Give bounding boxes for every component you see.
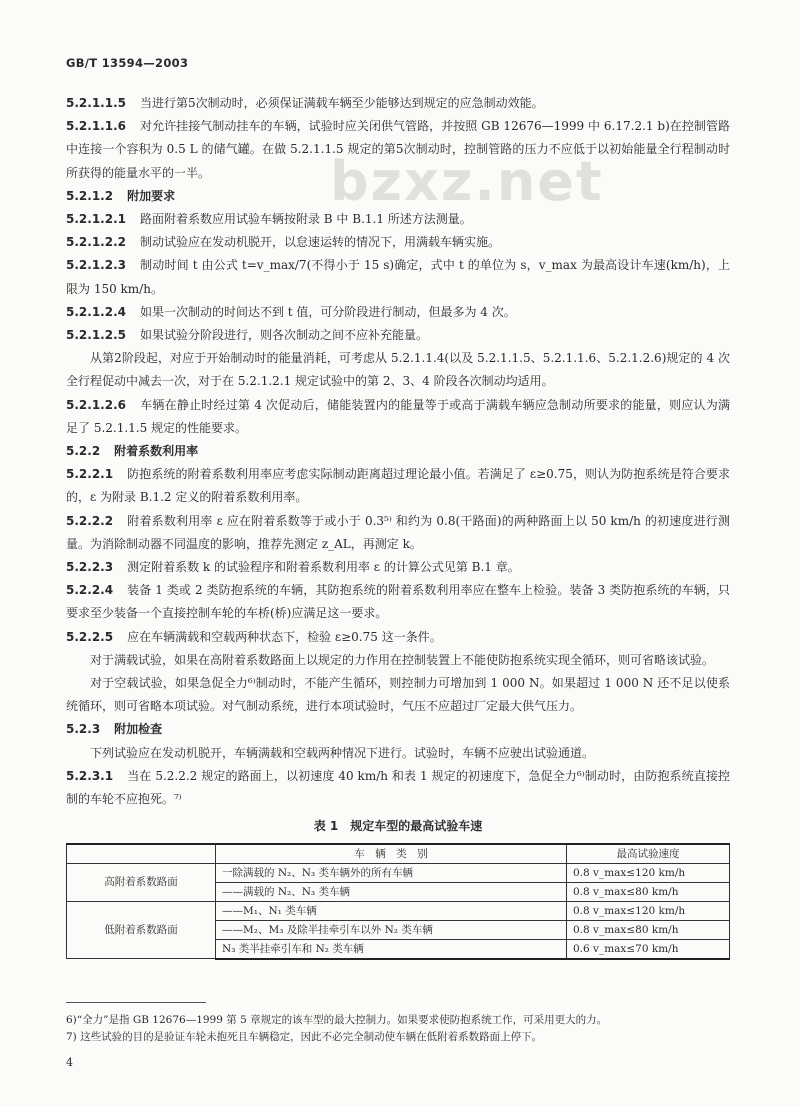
paragraph xyxy=(66,440,730,463)
clause-number: 5.2.1.2 xyxy=(66,188,114,203)
paragraph-text: 从第2阶段起，对应于开始制动时的能量消耗，可考虑从 5.2.1.1.4(以及 5.2.1.1.5、5.2.1.1.6、5.2.1.2.6)规定的 4 次全行程促动中减去一次，对于在 5.2.1.2.1 规定试验中的第 2、3、4 阶段各次制动均适用。 xyxy=(66,351,730,389)
footnote-7: 7) 这些试验的目的是验证车轮未抱死且车辆稳定，因此不必完全制动使车辆在低附着系数路面上停下。 xyxy=(66,1031,543,1043)
footnotes xyxy=(66,1012,730,1046)
clause-number: 5.2.1.2.4 xyxy=(66,304,126,319)
paragraph xyxy=(66,718,730,741)
table-header-group xyxy=(67,844,216,864)
max-speed-cell: 0.6 v_max≤70 km/h xyxy=(567,939,730,959)
paragraph xyxy=(66,742,730,765)
clause-number: 5.2.1.2.5 xyxy=(66,328,126,343)
paragraph-text: 对于空载试验，如果急促全力⁶⁾制动时，不能产生循环，则控制力可增加到 1 000 N。如果超过 1 000 N 还不足以使系统循环，则可省略本项试验。对气制动系统，进行本项试验时，气压不应超过厂定最大供气压力。 xyxy=(66,676,730,714)
vehicle-category-cell: ——M₁、N₁ 类车辆 xyxy=(216,901,567,920)
paragraph-text: 制动试验应在发动机脱开，以怠速运转的情况下，用满载车辆实施。 xyxy=(139,235,500,250)
clause-number: 5.2.1.1.5 xyxy=(66,96,126,110)
paragraph xyxy=(66,463,730,509)
paragraph-text: 当在 5.2.2.2 规定的路面上，以初速度 40 km/h 和表 1 规定的初速度下，急促全力⁶⁾制动时，由防抱系统直接控制的车轮不应抱死。⁷⁾ xyxy=(66,768,730,807)
clause-number: 5.2.2.4 xyxy=(66,583,114,598)
paragraph-text: 测定附着系数 k 的试验程序和附着系数利用率 ε 的计算公式见第 B.1 章。 xyxy=(127,560,520,575)
paragraph xyxy=(66,347,730,393)
paragraph-text: 车辆在静止时经过第 4 次促动后，储能装置内的能量等于或高于满载车辆应急制动所要求的能量，则应认为满足了 5.2.1.1.5 规定的性能要求。 xyxy=(66,397,730,435)
road-surface-cell: 高附着系数路面 xyxy=(67,863,216,901)
table-header-category: 车 辆 类 别 xyxy=(216,844,567,864)
vehicle-category-cell: N₃ 类半挂牵引车和 N₂ 类车辆 xyxy=(216,939,567,959)
paragraph xyxy=(66,765,730,811)
table-title: 表 1 规定车型的最高试验车速 xyxy=(313,819,483,834)
paragraph-text: 应在车辆满载和空载两种状态下，检验 ε≥0.75 这一条件。 xyxy=(127,629,442,644)
paragraph xyxy=(66,626,730,649)
clause-number: 5.2.3 xyxy=(66,722,101,737)
section-heading: 附加要求 xyxy=(127,188,176,203)
paragraph-text: 下列试验应在发动机脱开，车辆满载和空载两种情况下进行。试验时，车辆不应驶出试验通道。 xyxy=(90,745,595,760)
max-speed-cell: 0.8 v_max≤80 km/h xyxy=(567,882,730,901)
paragraph xyxy=(66,115,730,185)
clause-number: 5.2.2.2 xyxy=(66,513,114,528)
paragraph xyxy=(66,394,730,440)
clause-number: 5.2.2.1 xyxy=(66,467,114,482)
paragraph-text: 如果一次制动的时间达不到 t 值，可分阶段进行制动，但最多为 4 次。 xyxy=(139,304,516,319)
paragraph xyxy=(66,301,730,324)
paragraph xyxy=(66,324,730,347)
table-row xyxy=(67,863,730,882)
paragraph-text: 防抱系统的附着系数利用率应考虑实际制动距离超过理论最小值。若满足了 ε≥0.75，则认为防抱系统是符合要求的，ε 为附录 B.1.2 定义的附着系数利用率。 xyxy=(66,467,730,505)
clause-number: 5.2.1.1.6 xyxy=(66,119,126,134)
paragraph-text: 附着系数利用率 ε 应在附着系数等于或小于 0.3⁵⁾ 和约为 0.8(干路面)的两种路面上以 50 km/h 的初速度进行测量。为消除制动器不同温度的影响，推荐先测定 z_AL，再测定 k。 xyxy=(66,513,730,551)
paragraph xyxy=(66,254,730,300)
footnote-rule xyxy=(66,1002,206,1003)
clause-number: 5.2.2.5 xyxy=(66,629,114,644)
page-body xyxy=(66,92,730,960)
table-row xyxy=(67,901,730,920)
paragraph xyxy=(66,579,730,625)
clause-number: 5.2.1.2.2 xyxy=(66,235,126,250)
section-heading: 附加检查 xyxy=(114,722,163,737)
table-header-speed: 最高试验速度 xyxy=(567,844,730,864)
paragraph xyxy=(66,510,730,556)
road-surface-cell: 低附着系数路面 xyxy=(67,901,216,959)
paragraph-text: 对允许挂接气制动挂车的车辆，试验时应关闭供气管路，并按照 GB 12676—1999 中 6.17.2.1 b)在控制管路中连接一个容积为 0.5 L 的储气罐。在做 5.2.1.1.5 规定的第5次制动时，控制管路的压力不应低于以初始能量全行程制动时所获得的能量水平的一半。 xyxy=(66,119,730,180)
paragraph-text: 对于满载试验，如果在高附着系数路面上以规定的力作用在控制装置上不能使防抱系统实现全循环，则可省略该试验。 xyxy=(90,652,715,667)
paragraph-text: 如果试验分阶段进行，则各次制动之间不应补充能量。 xyxy=(139,328,428,343)
max-speed-cell: 0.8 v_max≤120 km/h xyxy=(567,863,730,882)
max-speed-cell: 0.8 v_max≤120 km/h xyxy=(567,901,730,920)
clause-number: 5.2.1.2.6 xyxy=(66,397,126,412)
footnote-6: 6)“全力”是指 GB 12676—1999 第 5 章规定的该车型的最大控制力。如果要求使防抱系统工作，可采用更大的力。 xyxy=(66,1014,608,1026)
watermark: bzxz.net xyxy=(330,150,604,213)
paragraph xyxy=(66,672,730,718)
paragraph-list xyxy=(66,92,730,811)
paragraph xyxy=(66,185,730,208)
paragraph xyxy=(66,556,730,579)
vehicle-category-cell: ——M₂、M₃ 及除半挂牵引车以外 N₂ 类车辆 xyxy=(216,920,567,939)
clause-number: 5.2.1.2.3 xyxy=(66,258,126,273)
paragraph-text: 路面附着系数应用试验车辆按附录 B 中 B.1.1 所述方法测量。 xyxy=(139,212,472,227)
paragraph-text: 制动时间 t 由公式 t=v_max/7(不得小于 15 s)确定，式中 t 的单位为 s，v_max 为最高设计车速(km/h)，上限为 150 km/h。 xyxy=(66,258,730,296)
clause-number: 5.2.2 xyxy=(66,444,101,459)
vehicle-category-cell: ——满载的 N₂、N₃ 类车辆 xyxy=(216,882,567,901)
vehicle-category-cell: 一除满载的 N₂、N₃ 类车辆外的所有车辆 xyxy=(216,863,567,882)
page-number: 4 xyxy=(66,1056,73,1069)
paragraph xyxy=(66,208,730,231)
paragraph xyxy=(66,649,730,672)
clause-number: 5.2.2.3 xyxy=(66,560,114,575)
clause-number: 5.2.3.1 xyxy=(66,768,114,783)
table-body xyxy=(67,863,730,959)
clause-number: 5.2.1.2.1 xyxy=(66,212,126,227)
max-speed-cell: 0.8 v_max≤80 km/h xyxy=(567,920,730,939)
paragraph xyxy=(66,231,730,254)
section-heading: 附着系数利用率 xyxy=(114,444,199,459)
paragraph xyxy=(66,92,730,115)
paragraph-text: 装备 1 类或 2 类防抱系统的车辆，其防抱系统的附着系数利用率应在整车上检验。装备 3 类防抱系统的车辆，只要求至少装备一个直接控制车轮的车桥(桥)应满足这一要求。 xyxy=(66,583,730,621)
speed-table xyxy=(66,843,730,960)
paragraph-text: 当进行第5次制动时，必须保证满载车辆至少能够达到规定的应急制动效能。 xyxy=(139,96,544,110)
document-header: GB/T 13594—2003 xyxy=(66,56,189,70)
